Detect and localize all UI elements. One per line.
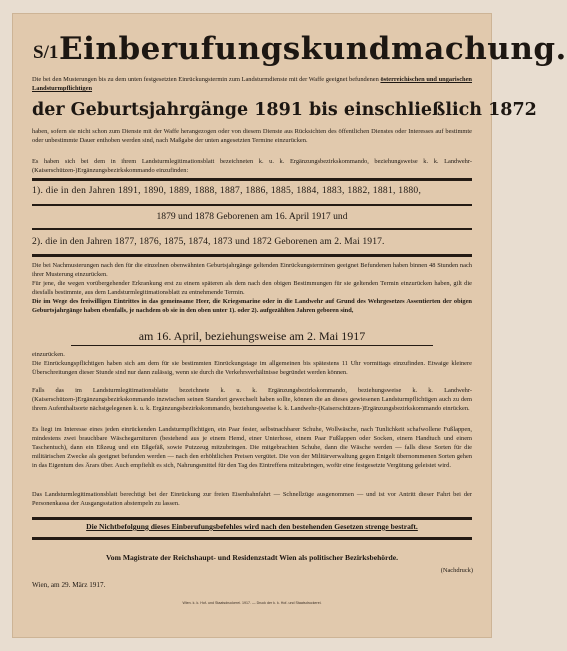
- signature-line: Vom Magistrate der Reichshaupt- und Residenzstadt Wien als politischer Bezirksbehörde.: [106, 553, 398, 562]
- intro-underlined: österreichischen und ungarischen Landsturmpflichtigen: [32, 76, 472, 93]
- rule-top: [32, 178, 472, 181]
- printer-note: Wien. k. k. Hof- und Staatsdruckerei. 1917. — Druck der k. k. Hof- und Staatsdruckerei.: [182, 601, 322, 605]
- warning-rule-top: [32, 517, 472, 520]
- signature-note: (Nachdruck): [440, 567, 473, 574]
- birth-years-heading: der Geburtsjahrgänge 1891 bis einschließlich 1872: [32, 100, 537, 120]
- page-title: Einberufungskundmachung.: [59, 31, 567, 67]
- body-paragraph-8: Falls das im Landsturmlegitimationsblatte bezeichnete k. u. k. Ergänzungsbezirkskommando, beziehungsweise k. k. Landwehr-(Kaiserschützen-)Ergänzungsbezirkskommando inzwischen seinen Standort gewechselt haben sollte, können die an dieses gewiesenen Landsturmpflichtigen auch zu dem ihrem Aufenthaltsorte nächstgelegenen k. u. k. Ergänzungsbezirkskommando, beziehungsweise k. k. Landwehr-(Kaiserschützen-)Ergänzungsbezirkskommando einrücken.: [32, 387, 472, 413]
- intro-paragraph: [32, 75, 472, 93]
- group-1-line-2: 1879 und 1878 Geborenen am 16. April 1917 und: [156, 211, 348, 222]
- date-underline: [71, 345, 433, 346]
- body-paragraph-2: Es haben sich bei dem in ihrem Landsturmlegitimationsblatt bezeichneten k. u. k. Ergänzungsbezirkskommando, beziehungsweise k. k. Landwehr-(Kaiserschützen-)Ergänzungsbezirkskommando einzufinden:: [32, 158, 472, 175]
- date-line: am 16. April, beziehungsweise am 2. Mai 1917: [138, 329, 366, 343]
- rule-bottom: [32, 254, 472, 257]
- document-number: S/1: [33, 42, 59, 63]
- intro-lead: Die bei den Musterungen bis zu dem unten festgesetzten Einrückungstermin zum Landsturmdienste mit der Waffe geeignet befundenen: [32, 76, 379, 83]
- body-paragraph-4: Für jene, die wegen vorübergehender Erkrankung erst zu einem späteren als dem nach den obigen Bestimmungen für sie geltenden Termin einzurücken haben, gilt die diesfalls bestimmte, aus dem Landsturmlegitimationsblatt zu entnehmende Termin.: [32, 280, 472, 297]
- body-paragraph-10: Das Landsturmlegitimationsblatt berechtigt bei der Einrückung zur freien Eisenbahnfahrt — Schnellzüge ausgenommen — und ist vor Antritt dieser Fahrt bei der Personenkassa der Ausgangsstation abstempeln zu lassen.: [32, 491, 472, 508]
- warning-text: Die Nichtbefolgung dieses Einberufungsbefehles wird nach den bestehenden Gesetzen strenge bestraft.: [86, 522, 418, 531]
- body-paragraph-3: Die bei Nachmusterungen nach den für die einzelnen obenwähnten Geburtsjahrgänge geltenden Einrückungsterminen geeignet Befundenen haben binnen 48 Stunden nach ihrer Musterung einzurücken.: [32, 262, 472, 279]
- warning-rule-bottom: [32, 537, 472, 540]
- body-paragraph-1: haben, sofern sie nicht schon zum Dienste mit der Waffe herangezogen oder von diesem Dienste aus Rücksichten des öffentlichen Dienstes oder Interesses auf bestimmte oder unbestimmte Dauer enthoben werden sind, nach Maßgabe der unten angesetzten Termine einzurücken.: [32, 128, 472, 145]
- place-date: Wien, am 29. März 1917.: [32, 581, 106, 589]
- rule-middle-2: [32, 228, 472, 230]
- body-paragraph-9: Es liegt im Interesse eines jeden einrückenden Landsturmpflichtigen, ein Paar fester, selbstnachbarer Schuhe, Wollwäsche, nach Tunlichkeit schafwollene Fußlappen, mindestens zwei brauchbare Wäschegarnituren (bestehend aus je einem Hemd, einer Unterhose, einem Paar Fußlappen oder Socken, einem Handtuch und einem Taschentuch), dann ein Eßzeug und ein Eßgefäß, sowie Putzzeug mitzubringen. Die mitgebrachten Schuhe, dann die Wäsche werden — falls diese Sorten für die militärischen Zwecke als geeignet befunden werden — nach den erhöhtlichen Preisen vergütet. Die von der Militärverwaltung gegen Entgelt übernommenen Sorten gehen in das Eigentum des Ärars über. Auch empfiehlt es sich, Nahrungsmittel für den Tag des Eintreffens mitzubringen, wofür eine festgesetzte Vergütung geleistet wird.: [32, 426, 472, 470]
- proclamation-sheet: [13, 14, 567, 637]
- rule-middle: [32, 204, 472, 206]
- body-paragraph-5: Die im Wege des freiwilligen Eintrittes in das gemeinsame Heer, die Kriegsmarine oder in die Landwehr auf Grund des Wehrgesetzes Assentierten der obigen Geburtsjahrgänge haben ebenfalls, je nachdem ob sie in den oben unter 1). oder 2). aufgezählten Jahren geboren sind,: [32, 298, 472, 315]
- group-1-line: 1). die in den Jahren 1891, 1890, 1889, 1888, 1887, 1886, 1885, 1884, 1883, 1882, 1881, 1880,: [32, 185, 422, 196]
- body-paragraph-7: Die Einrückungspflichtigen haben sich am dem für sie bestimmten Einrückungstage im allgemeinen bis spätestens 11 Uhr vormittags einzufinden. Etwaige kleinere Überschreitungen dieser Stunde sind nur dann zulässig, wenn sie durch die Verkehrsverhältnisse begründet werden können.: [32, 360, 472, 377]
- group-2-line: 2). die in den Jahren 1877, 1876, 1875, 1874, 1873 und 1872 Geborenen am 2. Mai 1917.: [32, 236, 385, 247]
- body-paragraph-6: einzurücken.: [32, 351, 65, 358]
